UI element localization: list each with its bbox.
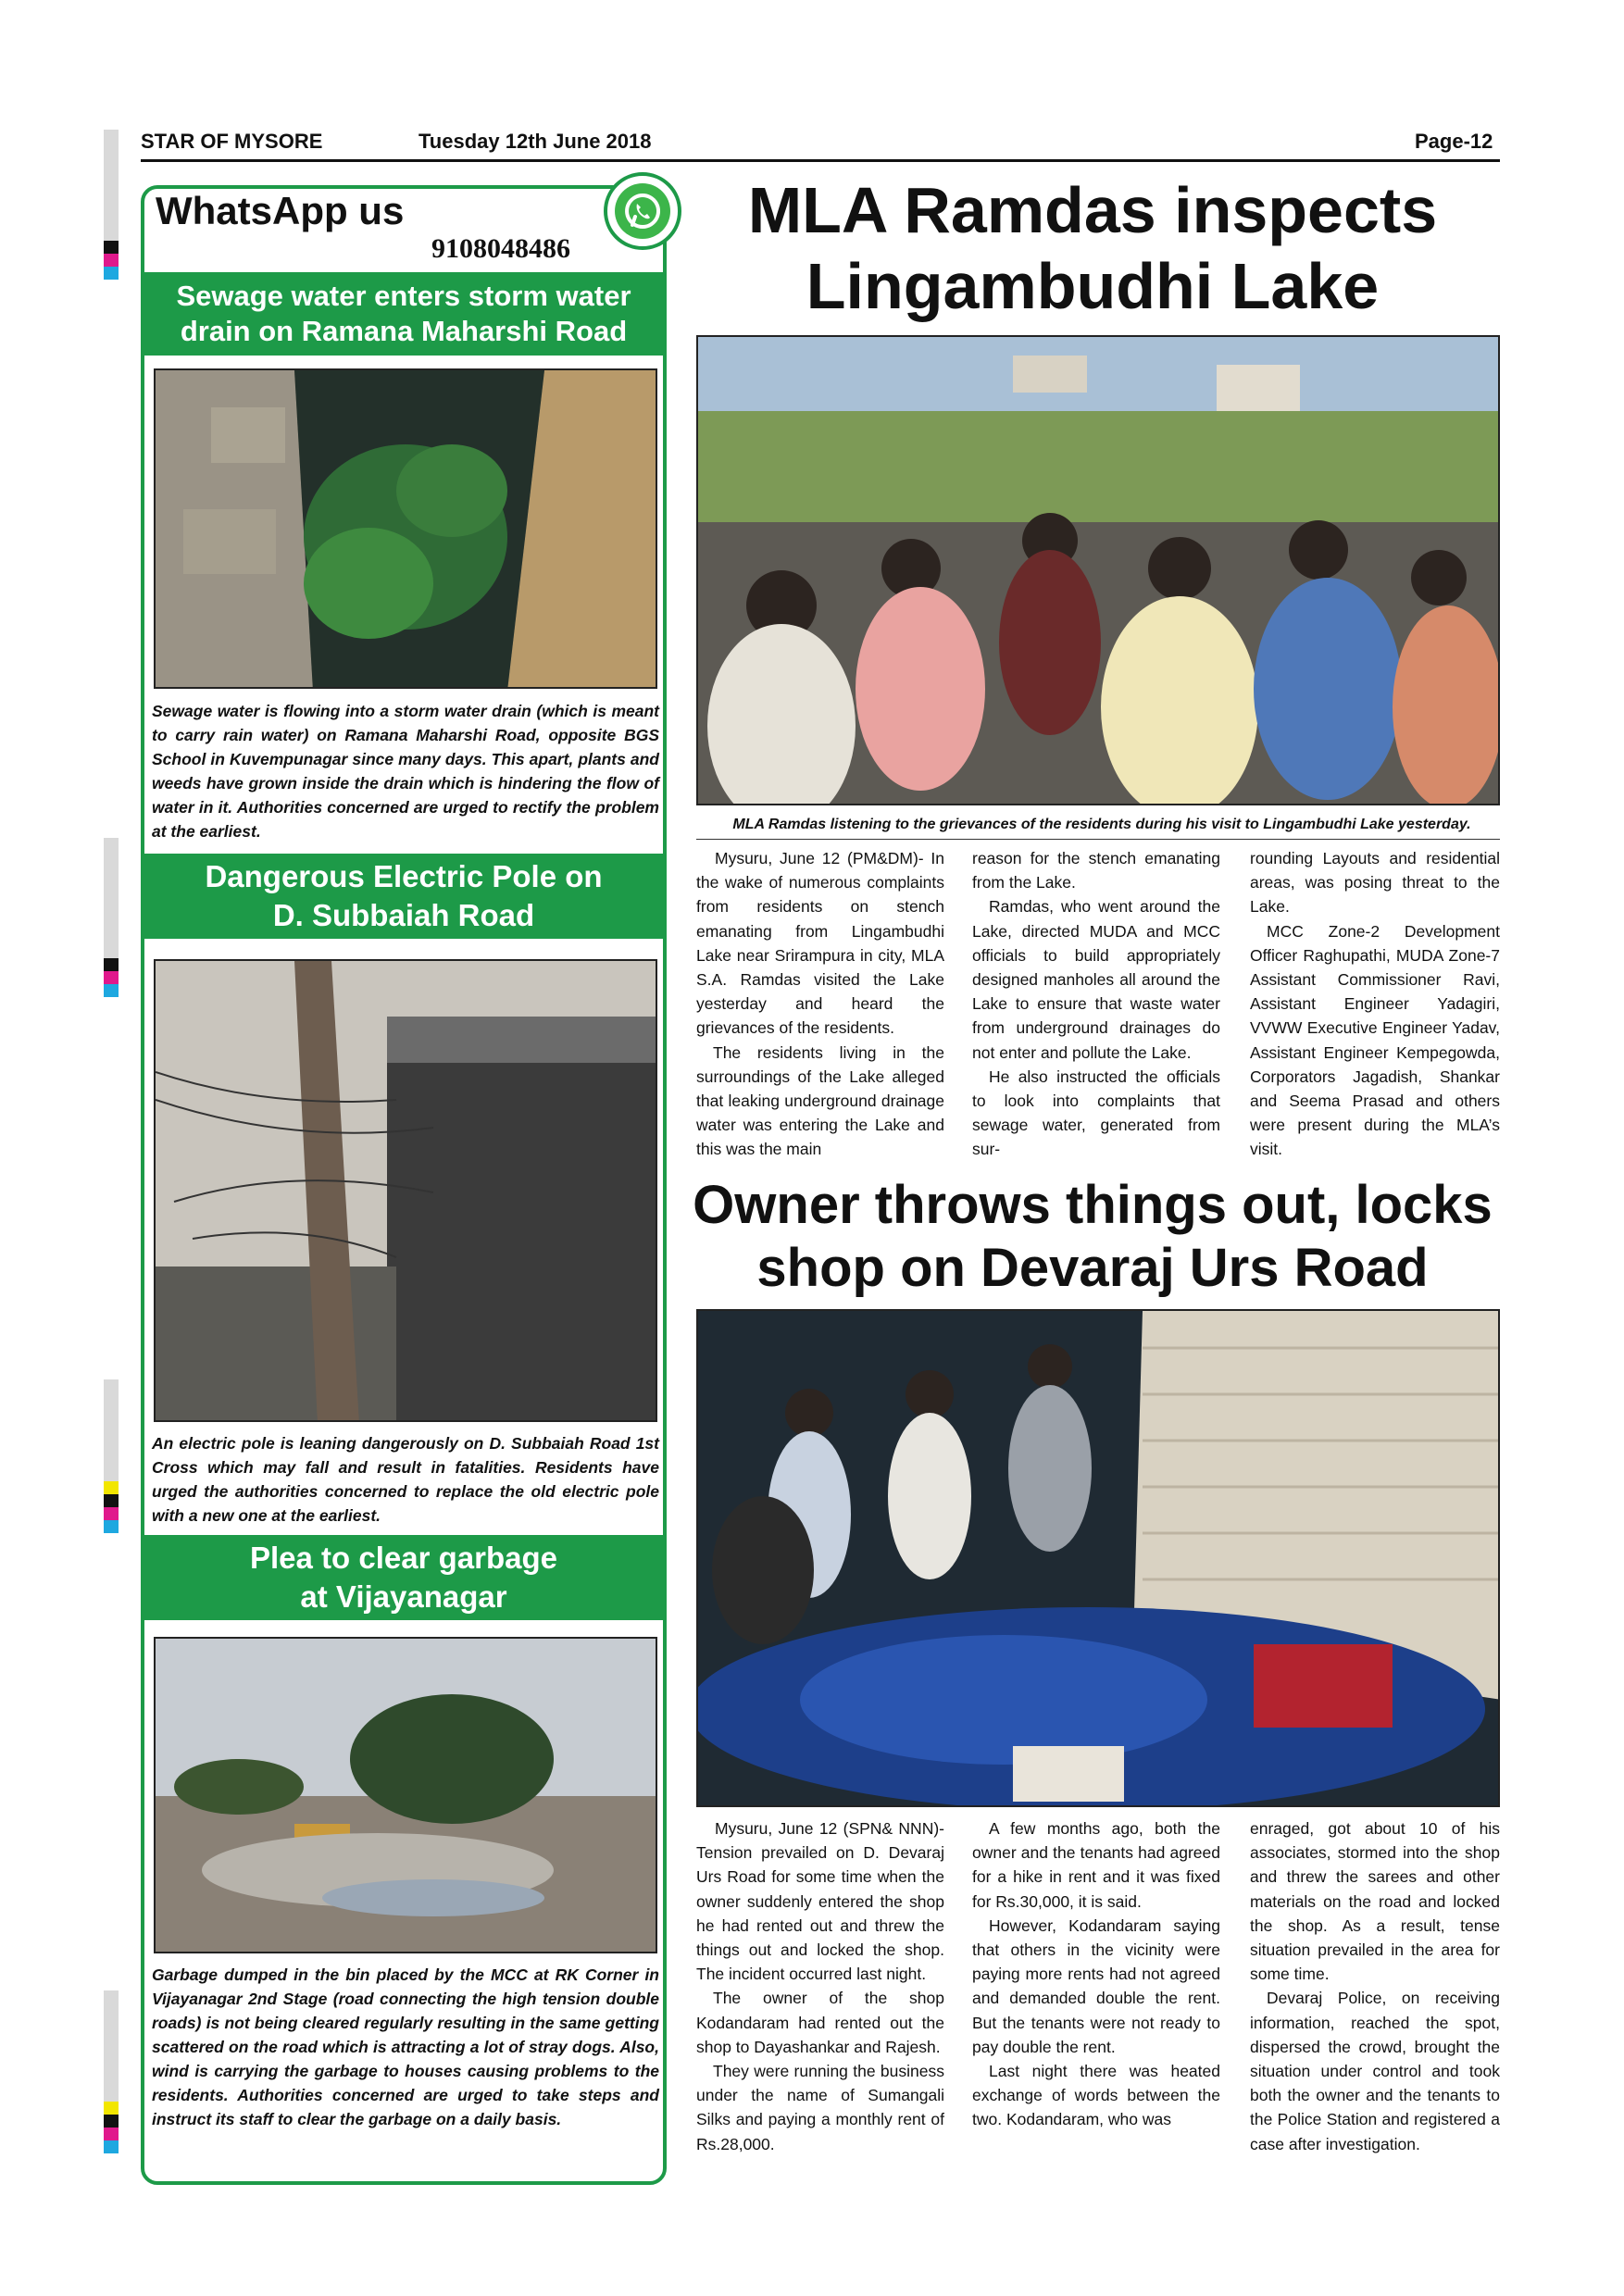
sewage-drain-photo (154, 368, 657, 689)
article1-headline: MLA Ramdas inspects Lingambudhi Lake (747, 174, 1438, 322)
garbage-heading: Plea to clear garbage at Vijayanagar (144, 1535, 663, 1620)
article2-headline: Owner throws things out, locks shop on Devaraj Urs Road (693, 1175, 1493, 1298)
header-rule (141, 159, 1500, 162)
sewage-heading: Sewage water enters storm water drain on Ramana Maharshi Road (144, 272, 663, 356)
garbage-photo (154, 1637, 657, 1953)
article2-column-1: Mysuru, June 12 (SPN& NNN)- Tension prevailed on D. Devaraj Urs Road for some time when the owner suddenly entered the shop he had rented out and threw the things out and locked the shop. The incident occurred last night. The owner of the shop Kodandaram had rented out the shop to Dayashankar and Rajesh. They were running the business under the name of Sumangali Silks and paying a monthly rent of Rs.28,000. (696, 1819, 944, 2153)
article1-column-2: reason for the stench emanating from the Lake. Ramdas, who went around the Lake, directed MUDA and MCC officials to build appropriately designed manholes all around the Lake to ensure that waste water from underground drainages do not enter and pollute the Lake. He also instructed the officials to look into complaints that sewage water, generated from sur- (972, 849, 1220, 1159)
electric-pole-caption: An electric pole is leaning dangerously on D. Subbaiah Road 1st Cross which may fall and result in fatalities. Residents have urged the authorities concerned to replace the old electric pole with a new one at the earliest. (152, 1434, 659, 1525)
article2-column-2: A few months ago, both the owner and the tenants had agreed for a hike in rent and it was fixed for Rs.30,000, it is said. However, Kodandaram saying that others in the vicinity were paying more rents had not agreed and demanded double the rent. But the tenants were not ready to pay double the rent. Last night there was heated exchange of words between the two. Kodandaram, who was (972, 1819, 1220, 2129)
article2-column-3: enraged, got about 10 of his associates, stormed into the shop and threw the sarees and other materials on the road and locked the shop. As a result, tense situation prevailed in the area for some time. Devaraj Police, on receiving information, reached the spot, dispersed the crowd, brought the situation under control and took both the owner and the tenants to the Police Station and registered a case after investigation. (1250, 1819, 1500, 2153)
registration-strip (104, 1990, 119, 2153)
registration-strip (104, 130, 119, 280)
article1-photo (696, 335, 1500, 805)
article1-column-1: Mysuru, June 12 (PM&DM)- In the wake of numerous complaints from residents on stench emanating from Lingambudhi Lake near Srirampura in city, MLA S.A. Ramdas visited the Lake yesterday and heard the grievances of the residents. The residents living in the surroundings of the Lake alleged that leaking underground drainage water was entering the Lake and this was the main (696, 849, 944, 1159)
electric-pole-heading: Dangerous Electric Pole on D. Subbaiah Road (144, 854, 663, 939)
registration-strip (104, 1379, 119, 1533)
sewage-caption: Sewage water is flowing into a storm water drain (which is meant to carry rain water) on Ramana Maharshi Road, opposite BGS School in Kuvempunagar since many days. This apart, plants and weeds have grown inside the drain which is hindering the flow of water in it. Authorities concerned are urged to rectify the problem at the earliest. (152, 702, 659, 841)
article1-caption: MLA Ramdas listening to the grievances of the residents during his visit to Lingambudhi Lake yesterday. (732, 817, 1471, 832)
registration-strip (104, 838, 119, 997)
paper-name: STAR OF MYSORE (141, 130, 323, 153)
garbage-caption: Garbage dumped in the bin placed by the MCC at RK Corner in Vijayanagar 2nd Stage (road connecting the high tension double roads) is not being cleared regularly resulting in the same getting scattered on the road which is attracting a lot of stray dogs. Also, wind is carrying the garbage to houses causing problems to the residents. Authorities concerned are urged to take steps and instruct its staff to clear the garbage on a daily basis. (152, 1965, 659, 2128)
caption-rule (696, 839, 1500, 840)
article2-photo (696, 1309, 1500, 1807)
whatsapp-title: WhatsApp us (156, 189, 405, 232)
issue-date: Tuesday 12th June 2018 (418, 130, 652, 153)
whatsapp-number: 9108048486 (431, 233, 570, 264)
page-number: Page-12 (1415, 130, 1493, 153)
article1-column-3: rounding Layouts and residential areas, was posing threat to the Lake. MCC Zone-2 Development Officer Raghupathi, MUDA Zone-7 Assistant Commissioner Ravi, Assistant Engineer Yadagiri, VVWW Executive Engineer Yadav, Assistant Engineer Kempegowda, Corporators Jagadish, Shankar and Seema Prasad and others were present during the MLA’s visit. (1250, 849, 1500, 1159)
electric-pole-photo (154, 959, 657, 1422)
whatsapp-icon (604, 172, 681, 250)
